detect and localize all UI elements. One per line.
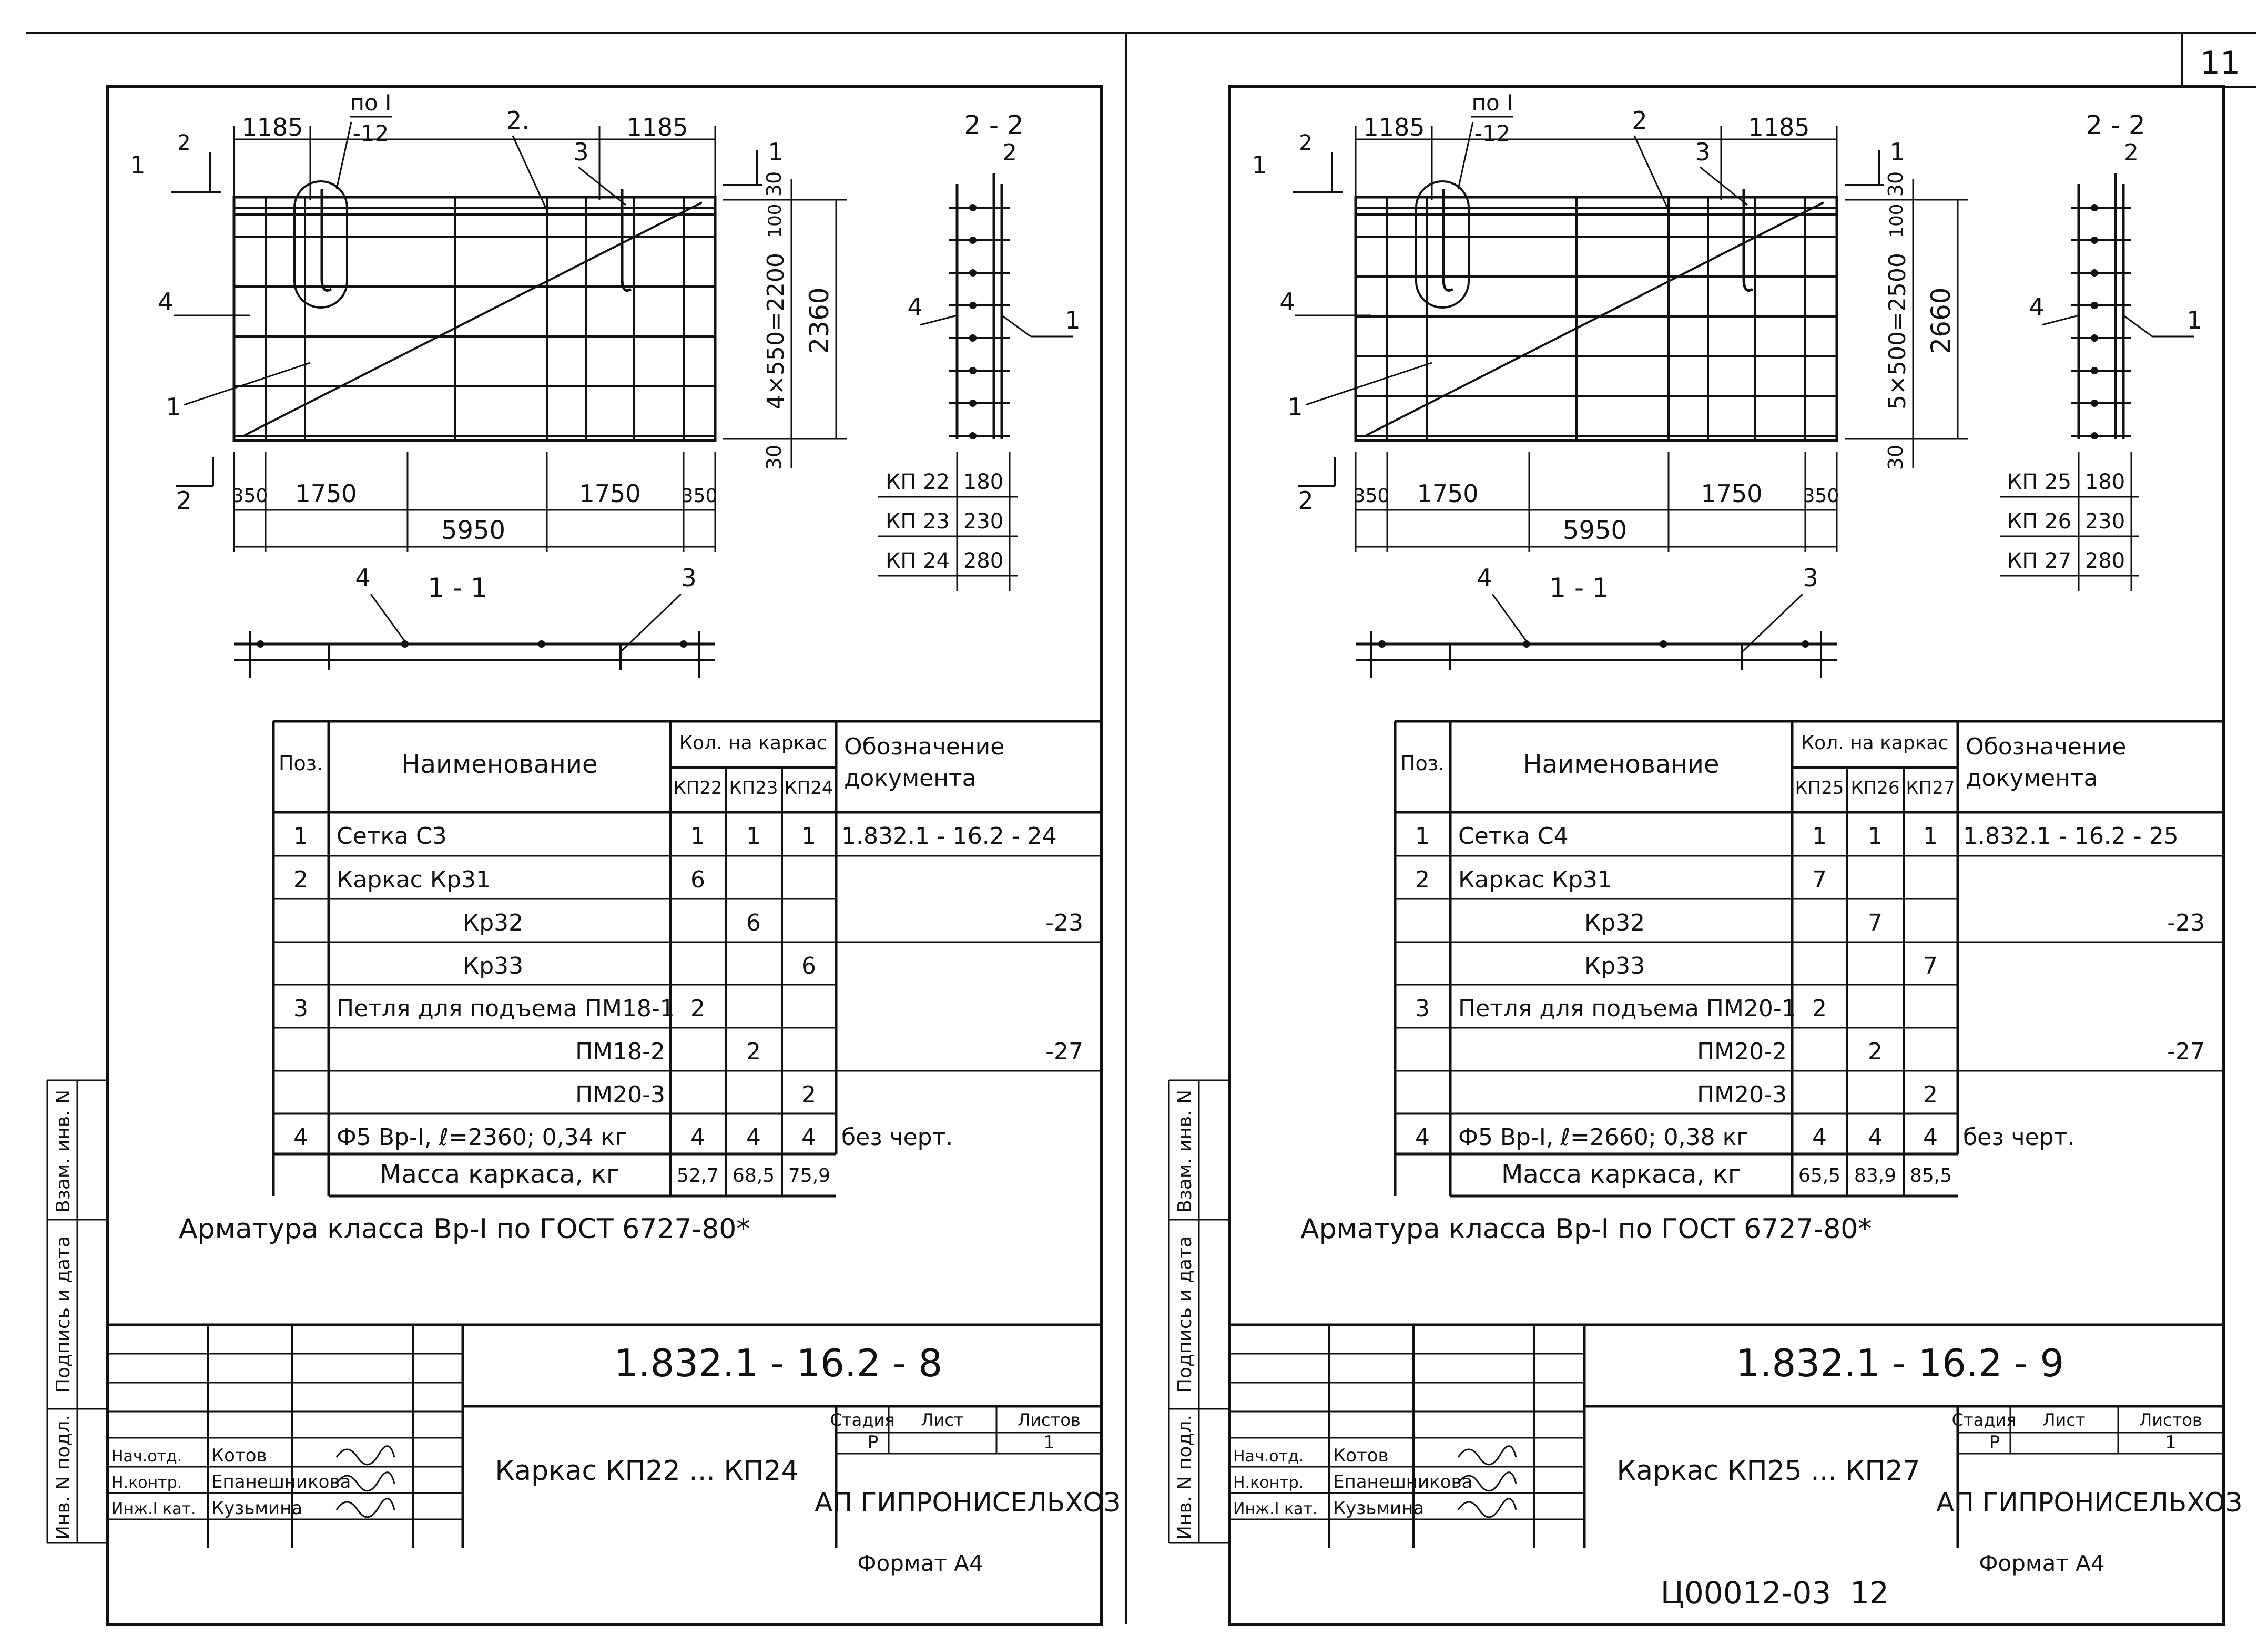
thickness-value: 230: [963, 509, 1004, 534]
table-mass-value: 75,9: [788, 1165, 831, 1187]
stamp-format: Формат А4: [1979, 1550, 2105, 1576]
thickness-mark: КП 24: [885, 549, 950, 573]
stamp-sheet: 1: [2165, 1432, 2177, 1453]
table-cell-qty: 6: [801, 953, 816, 979]
bottom-number: 12: [1850, 1575, 1889, 1611]
side-stamp-inv: Инв. N подл.: [53, 1415, 74, 1540]
stamp-title: Каркас КП22 ... КП24: [495, 1455, 799, 1487]
bar-dot: [2091, 334, 2098, 342]
table-mass-label: Масса каркаса, кг: [379, 1160, 620, 1189]
stamp-stage: Р: [867, 1432, 879, 1453]
bar-dot: [2091, 400, 2098, 407]
callout-2: 2.: [506, 106, 530, 135]
callout-2: 2: [1632, 106, 1647, 135]
table-mass-value: 68,5: [732, 1165, 775, 1187]
note-loop: по I: [1471, 90, 1513, 116]
dim-top-left: 1185: [241, 113, 303, 141]
bar-dot: [401, 640, 409, 648]
table-cell-qty: 4: [801, 1124, 816, 1151]
table-cell-qty: 2: [746, 1038, 761, 1065]
stamp-person-name: Епанешникова: [211, 1471, 351, 1492]
dim-total-width: 5950: [1562, 516, 1628, 545]
bar-dot: [2091, 204, 2098, 211]
table-cell-qty: 2: [801, 1081, 816, 1108]
table-cell-qty: 1: [746, 823, 761, 850]
thickness-mark: КП 22: [885, 470, 950, 494]
section-callout-1: 1: [1065, 306, 1081, 334]
table-cell-qty: 2: [1923, 1081, 1938, 1108]
bar-dot: [969, 367, 977, 374]
table-cell-qty: 6: [746, 909, 761, 936]
table-cell-doc: без черт.: [1963, 1124, 2075, 1151]
bar-dot: [1660, 640, 1667, 648]
table-cell-qty: 2: [1868, 1038, 1883, 1065]
table-cell-qty: 6: [690, 866, 705, 893]
bar-dot: [969, 269, 977, 277]
section-callout-4: 4: [907, 293, 923, 321]
table-header-col1: КП22: [673, 778, 723, 799]
table-cell-qty: 4: [690, 1124, 705, 1151]
section-callout-1: 1: [2186, 306, 2202, 334]
table-cell-name: Петля для подъема ПМ18-1: [337, 995, 675, 1022]
thickness-value: 180: [963, 470, 1004, 494]
note-loop-sub: -12: [352, 120, 389, 146]
table-header-doc: Обозначение: [1966, 733, 2127, 760]
bar-dot: [680, 640, 687, 648]
table-mass-value: 85,5: [1909, 1165, 1952, 1187]
stamp-role: Н.контр.: [1233, 1474, 1304, 1492]
dim-total-width: 5950: [441, 516, 506, 545]
section-2-label: 2: [2124, 139, 2139, 166]
bar-dot: [969, 237, 977, 244]
table-mass-value: 52,7: [676, 1165, 719, 1187]
table-cell-qty: 1: [1923, 823, 1938, 850]
dim-vertical-total: 2360: [804, 287, 835, 354]
thickness-value: 280: [963, 549, 1004, 573]
table-cell-qty: 1: [690, 823, 705, 850]
section-1-callout-4: 4: [355, 564, 371, 592]
table-cell-name: Каркас Кр31: [1458, 866, 1613, 893]
table-cell-pos: 2: [1415, 866, 1430, 893]
stamp-sheet-label: Лист: [921, 1410, 964, 1430]
table-cell-doc: -27: [1045, 1038, 1083, 1065]
dim-350-left: 350: [1353, 485, 1390, 507]
callout-1: 1: [1287, 393, 1303, 421]
table-cell-pos: 4: [1415, 1124, 1430, 1151]
dim-vertical-inner: 4×550=2200: [762, 253, 789, 410]
table-cell-name: ПМ20-3: [575, 1081, 665, 1108]
note-loop: по I: [350, 90, 392, 116]
section-1-callout-4: 4: [1477, 564, 1492, 592]
stamp-stage: Р: [1989, 1432, 2000, 1453]
table-cell-pos: 2: [293, 866, 308, 893]
side-stamp-vzam: Взам. инв. N: [1174, 1090, 1196, 1213]
dim-top-left: 1185: [1363, 113, 1425, 141]
table-header-col2: КП26: [1850, 778, 1900, 799]
bar-dot: [969, 334, 977, 342]
table-cell-pos: 1: [293, 823, 308, 850]
bar-dot: [969, 204, 977, 211]
table-header-doc-2: документа: [1966, 765, 2098, 792]
section-1-title: 1 - 1: [428, 572, 487, 603]
callout-4: 4: [158, 288, 174, 316]
table-cell-name: Ф5 Вр-I, ℓ=2360; 0,34 кг: [337, 1124, 627, 1151]
section-mark-1: 1: [130, 151, 146, 179]
section-mark-1-right: 1: [1889, 138, 1905, 166]
table-cell-qty: 4: [1812, 1124, 1827, 1151]
stamp-person-name: Епанешникова: [1333, 1471, 1473, 1492]
thickness-mark: КП 25: [2007, 470, 2072, 494]
table-cell-pos: 1: [1415, 823, 1430, 850]
stamp-stage-label: Стадия: [830, 1410, 895, 1430]
table-cell-qty: 7: [1923, 953, 1938, 979]
table-cell-qty: 7: [1812, 866, 1827, 893]
reinforcement-note: Арматура класса Вр-I по ГОСТ 6727-80*: [1300, 1213, 1872, 1245]
thickness-value: 230: [2084, 509, 2125, 534]
table-header-col3: КП24: [784, 778, 833, 799]
dim-350-right: 350: [681, 485, 718, 507]
table-header-col2: КП23: [729, 778, 778, 799]
table-cell-name: ПМ20-2: [1697, 1038, 1787, 1065]
table-cell-name: ПМ18-2: [575, 1038, 665, 1065]
section-2-title: 2 - 2: [2086, 110, 2145, 140]
stamp-sheet-label: Лист: [2042, 1410, 2086, 1430]
stamp-sheets-label: Листов: [1018, 1410, 1081, 1430]
table-cell-qty: 1: [1868, 823, 1883, 850]
table-cell-qty: 2: [1812, 995, 1827, 1022]
table-cell-doc: без черт.: [841, 1124, 953, 1151]
side-stamp-vzam: Взам. инв. N: [53, 1090, 74, 1213]
bar-dot: [969, 302, 977, 309]
table-header-col1: КП25: [1795, 778, 1844, 799]
table-header-pos: Поз.: [1400, 752, 1445, 775]
dim-1750-right: 1750: [579, 479, 641, 508]
dim-vertical-inner: 5×500=2500: [1884, 253, 1911, 410]
bar-dot: [1802, 640, 1809, 648]
bar-dot: [969, 432, 977, 439]
stamp-role: Инж.I кат.: [111, 1500, 196, 1518]
bar-dot: [2091, 269, 2098, 277]
dim-1750-left: 1750: [1417, 479, 1479, 508]
note-loop-sub: -12: [1474, 120, 1511, 146]
table-cell-name: Сетка С4: [1458, 823, 1569, 850]
section-2-title: 2 - 2: [964, 110, 1024, 140]
section-1-callout-3: 3: [681, 564, 697, 592]
table-cell-qty: 1: [1812, 823, 1827, 850]
dim-350-right: 350: [1803, 485, 1839, 507]
dim-top-right: 1185: [1748, 113, 1810, 141]
table-cell-name: Кр32: [463, 909, 524, 936]
reinforcement-note: Арматура класса Вр-I по ГОСТ 6727-80*: [179, 1213, 750, 1245]
dim-1750-left: 1750: [295, 479, 357, 508]
stamp-org: АП ГИПРОНИСЕЛЬХОЗ: [1936, 1487, 2242, 1518]
callout-1: 1: [166, 393, 181, 421]
callout-3: 3: [573, 138, 589, 166]
dim-1750-right: 1750: [1701, 479, 1763, 508]
thickness-mark: КП 23: [885, 509, 950, 534]
table-header-col3: КП27: [1906, 778, 1955, 799]
stamp-role: Н.контр.: [111, 1474, 182, 1492]
stamp-person-name: Кузьмина: [1333, 1498, 1425, 1519]
bar-dot: [1378, 640, 1386, 648]
section-1-callout-3: 3: [1803, 564, 1818, 592]
stamp-person-name: Котов: [211, 1445, 267, 1466]
table-cell-doc: -23: [2167, 909, 2205, 936]
dim-vertical-total: 2660: [1926, 287, 1956, 354]
section-mark-2-bottom: 2: [176, 486, 192, 515]
thickness-mark: КП 27: [2007, 549, 2072, 573]
section-mark-2-top: 2: [177, 131, 191, 155]
table-cell-pos: 4: [293, 1124, 308, 1151]
section-mark-1-right: 1: [768, 138, 784, 166]
section-mark-2-top: 2: [1299, 131, 1313, 155]
table-cell-name: Сетка С3: [337, 823, 447, 850]
stamp-person-name: Котов: [1333, 1445, 1389, 1466]
stamp-title: Каркас КП25 ... КП27: [1616, 1455, 1920, 1487]
stamp-person-name: Кузьмина: [211, 1498, 303, 1519]
thickness-value: 280: [2084, 549, 2125, 573]
table-mass-value: 65,5: [1798, 1165, 1841, 1187]
dim-top-right: 1185: [626, 113, 688, 141]
section-2-label: 2: [1002, 139, 1017, 166]
table-cell-doc: -27: [2167, 1038, 2205, 1065]
stamp-sheet: 1: [1043, 1432, 1055, 1453]
table-cell-name: Кр32: [1584, 909, 1645, 936]
table-cell-doc: 1.832.1 - 16.2 - 25: [1963, 823, 2179, 850]
stamp-code: 1.832.1 - 16.2 - 8: [614, 1341, 943, 1385]
side-stamp-sign: Подпись и дата: [1174, 1235, 1196, 1393]
table-cell-qty: 7: [1868, 909, 1883, 936]
thickness-value: 180: [2084, 470, 2125, 494]
bar-dot: [1523, 640, 1530, 648]
stamp-code: 1.832.1 - 16.2 - 9: [1735, 1341, 2064, 1385]
bottom-code: Ц00012-03: [1660, 1575, 1832, 1611]
table-cell-name: Ф5 Вр-I, ℓ=2660; 0,38 кг: [1458, 1124, 1749, 1151]
callout-3: 3: [1695, 138, 1711, 166]
bar-dot: [2091, 302, 2098, 309]
stamp-format: Формат А4: [857, 1550, 983, 1576]
dim-30-top: 30: [762, 171, 786, 197]
table-cell-doc: -23: [1045, 909, 1083, 936]
side-stamp-inv: Инв. N подл.: [1174, 1415, 1196, 1540]
table-cell-qty: 2: [690, 995, 705, 1022]
table-cell-qty: 4: [746, 1124, 761, 1151]
table-header-qty: Кол. на каркас: [1801, 732, 1949, 754]
table-cell-doc: 1.832.1 - 16.2 - 24: [841, 823, 1057, 850]
section-mark-1: 1: [1252, 151, 1267, 179]
stamp-sheets-label: Листов: [2139, 1410, 2202, 1430]
side-stamp-sign: Подпись и дата: [53, 1235, 74, 1393]
dim-350-left: 350: [231, 485, 268, 507]
dim-30-bottom: 30: [762, 444, 786, 471]
bar-dot: [2091, 432, 2098, 439]
section-mark-2-bottom: 2: [1298, 486, 1314, 515]
callout-4: 4: [1279, 288, 1295, 316]
table-mass-value: 83,9: [1854, 1165, 1897, 1187]
bar-dot: [2091, 237, 2098, 244]
table-cell-pos: 3: [293, 995, 308, 1022]
table-cell-name: Каркас Кр31: [337, 866, 491, 893]
stamp-role: Нач.отд.: [1233, 1447, 1304, 1466]
table-cell-qty: 4: [1868, 1124, 1883, 1151]
table-cell-name: ПМ20-3: [1697, 1081, 1787, 1108]
stamp-stage-label: Стадия: [1951, 1410, 2017, 1430]
section-callout-4: 4: [2029, 293, 2045, 321]
dim-100: 100: [765, 203, 786, 238]
stamp-role: Инж.I кат.: [1233, 1500, 1318, 1518]
table-cell-name: Кр33: [463, 953, 524, 979]
table-cell-qty: 4: [1923, 1124, 1938, 1151]
table-header-name: Наименование: [1523, 750, 1720, 779]
thickness-mark: КП 26: [2007, 509, 2072, 534]
bar-dot: [257, 640, 264, 648]
bar-dot: [2091, 367, 2098, 374]
stamp-org: АП ГИПРОНИСЕЛЬХОЗ: [815, 1487, 1121, 1518]
stamp-role: Нач.отд.: [111, 1447, 182, 1466]
table-header-pos: Поз.: [278, 752, 323, 775]
table-header-doc: Обозначение: [844, 733, 1005, 760]
table-header-name: Наименование: [401, 750, 598, 779]
bar-dot: [969, 400, 977, 407]
page-number: 11: [2200, 45, 2241, 81]
dim-30-top: 30: [1884, 171, 1907, 197]
table-header-qty: Кол. на каркас: [679, 732, 827, 754]
table-cell-qty: 1: [801, 823, 816, 850]
dim-100: 100: [1886, 203, 1907, 238]
table-header-doc-2: документа: [844, 765, 977, 792]
bar-dot: [538, 640, 545, 648]
table-cell-name: Петля для подъема ПМ20-1: [1458, 995, 1796, 1022]
section-1-title: 1 - 1: [1549, 572, 1609, 603]
table-mass-label: Масса каркаса, кг: [1501, 1160, 1742, 1189]
table-cell-name: Кр33: [1584, 953, 1645, 979]
dim-30-bottom: 30: [1884, 444, 1907, 471]
table-cell-pos: 3: [1415, 995, 1430, 1022]
